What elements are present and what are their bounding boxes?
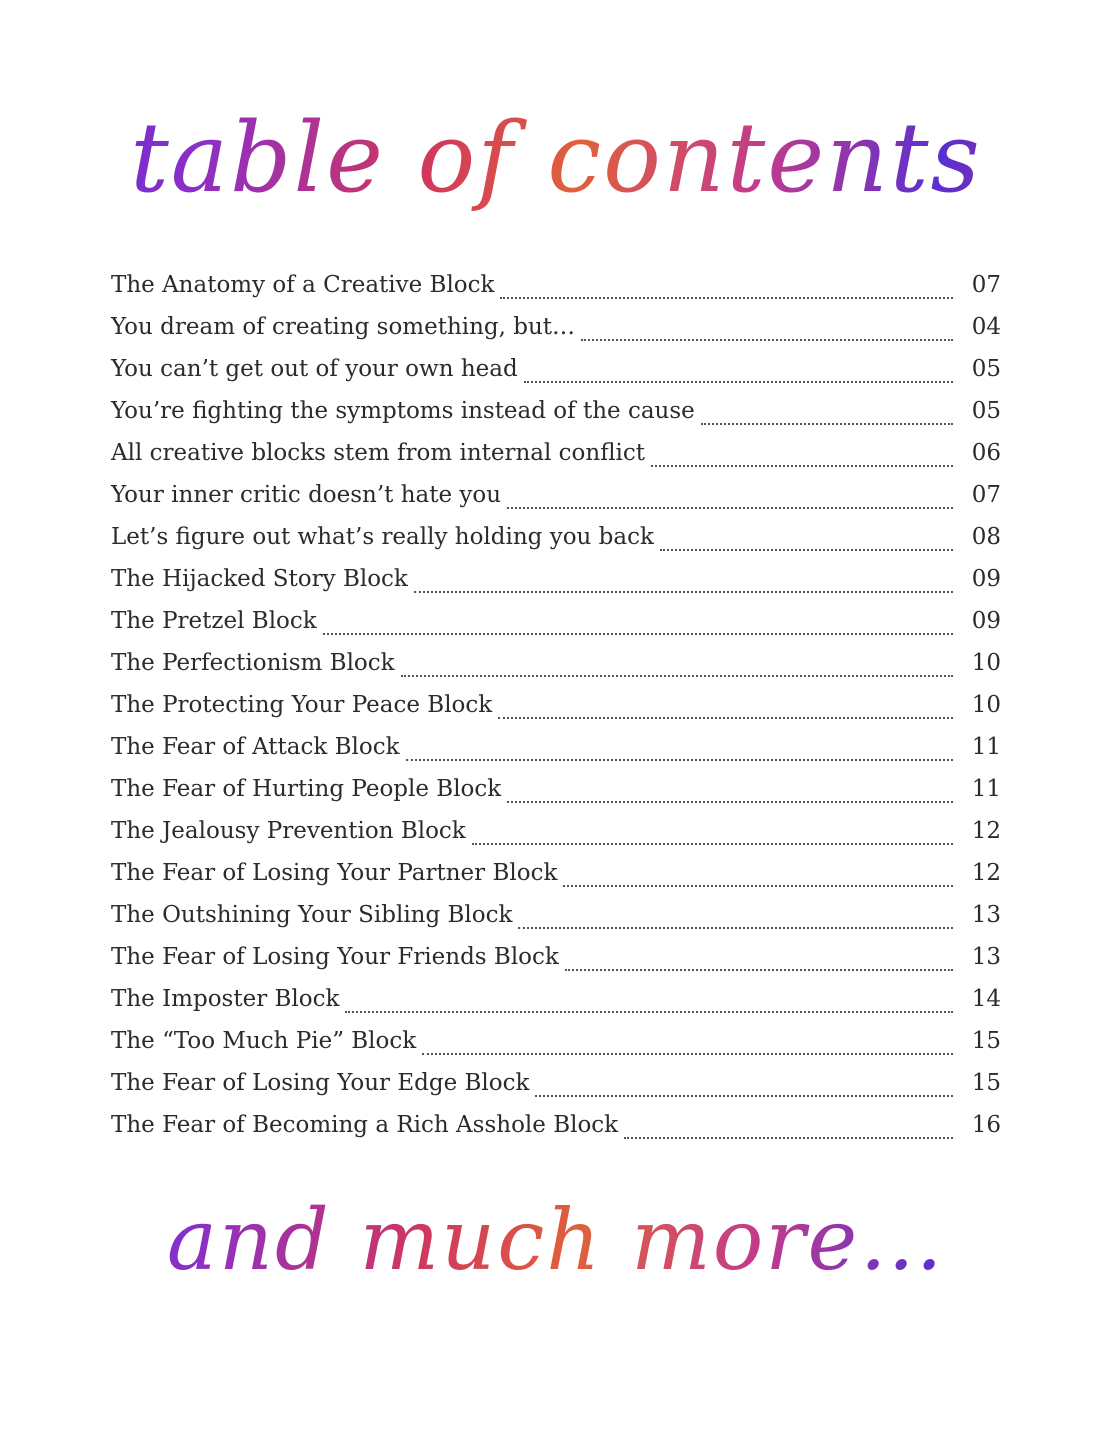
toc-entry-label: All creative blocks stem from internal conflict (111, 440, 646, 466)
toc-entry-label: The “Too Much Pie” Block (111, 1028, 417, 1054)
toc-entry[interactable] (111, 852, 1001, 894)
toc-entry-page: 07 (971, 482, 1001, 508)
toc-entry-label: The Fear of Hurting People Block (111, 776, 502, 802)
toc-entry[interactable] (111, 390, 1001, 432)
toc-entry[interactable] (111, 516, 1001, 558)
toc-entry[interactable] (111, 810, 1001, 852)
toc-entry[interactable] (111, 642, 1001, 684)
dot-leader (323, 633, 953, 635)
toc-entry-label: The Pretzel Block (111, 608, 317, 634)
toc-entry-page: 12 (971, 818, 1001, 844)
toc-entry-label: You dream of creating something, but… (111, 314, 576, 340)
dot-leader (565, 969, 953, 971)
dot-leader (524, 381, 953, 383)
toc-entry-page: 05 (971, 356, 1001, 382)
dot-leader (535, 1095, 953, 1097)
toc-entry-page: 10 (971, 692, 1001, 718)
page-title: table of contents (0, 88, 1112, 228)
toc-entry[interactable] (111, 1020, 1001, 1062)
toc-entry[interactable] (111, 600, 1001, 642)
closing-note: and much more… (0, 1180, 1112, 1300)
toc-entry[interactable] (111, 348, 1001, 390)
toc-entry[interactable] (111, 474, 1001, 516)
toc-entry-label: The Hijacked Story Block (111, 566, 408, 592)
toc-entry-page: 07 (971, 272, 1001, 298)
toc-entry-page: 13 (971, 944, 1001, 970)
toc-entry-page: 05 (971, 398, 1001, 424)
toc-entry[interactable] (111, 264, 1001, 306)
toc-entry[interactable] (111, 684, 1001, 726)
toc-entry-label: The Fear of Losing Your Friends Block (111, 944, 559, 970)
toc-entry-label: The Protecting Your Peace Block (111, 692, 493, 718)
toc-entry[interactable] (111, 432, 1001, 474)
toc-entry-page: 08 (971, 524, 1001, 550)
toc-list (111, 264, 1001, 1146)
dot-leader (422, 1053, 953, 1055)
dot-leader (472, 843, 953, 845)
dot-leader (507, 801, 953, 803)
toc-entry-label: The Fear of Losing Your Partner Block (111, 860, 558, 886)
toc-entry-page: 15 (971, 1070, 1001, 1096)
toc-entry[interactable] (111, 936, 1001, 978)
dot-leader (563, 885, 953, 887)
toc-entry[interactable] (111, 726, 1001, 768)
toc-entry-label: The Anatomy of a Creative Block (111, 272, 495, 298)
toc-entry-label: Let’s figure out what’s really holding you back (111, 524, 654, 550)
toc-entry-label: The Fear of Attack Block (111, 734, 400, 760)
toc-entry-label: The Fear of Losing Your Edge Block (111, 1070, 530, 1096)
toc-entry-label: Your inner critic doesn’t hate you (111, 482, 502, 508)
toc-entry-page: 06 (971, 440, 1001, 466)
toc-entry-label: You can’t get out of your own head (111, 356, 518, 382)
dot-leader (345, 1011, 953, 1013)
dot-leader (406, 759, 953, 761)
toc-entry-label: The Outshining Your Sibling Block (111, 902, 513, 928)
dot-leader (507, 507, 953, 509)
toc-entry-page: 09 (971, 608, 1001, 634)
toc-entry[interactable] (111, 768, 1001, 810)
toc-entry-page: 11 (971, 776, 1001, 802)
dot-leader (701, 423, 953, 425)
toc-entry-page: 12 (971, 860, 1001, 886)
dot-leader (498, 717, 953, 719)
toc-entry-page: 10 (971, 650, 1001, 676)
toc-entry[interactable] (111, 558, 1001, 600)
dot-leader (581, 339, 953, 341)
toc-entry-label: The Jealousy Prevention Block (111, 818, 466, 844)
dot-leader (414, 591, 953, 593)
toc-entry[interactable] (111, 306, 1001, 348)
toc-entry[interactable] (111, 1062, 1001, 1104)
toc-entry-page: 11 (971, 734, 1001, 760)
toc-entry-page: 16 (971, 1112, 1001, 1138)
toc-entry[interactable] (111, 894, 1001, 936)
toc-entry[interactable] (111, 1104, 1001, 1146)
toc-entry-page: 13 (971, 902, 1001, 928)
toc-entry-label: The Perfectionism Block (111, 650, 395, 676)
toc-entry-label: You’re fighting the symptoms instead of the cause (111, 398, 695, 424)
dot-leader (401, 675, 953, 677)
dot-leader (660, 549, 953, 551)
toc-entry-page: 14 (971, 986, 1001, 1012)
dot-leader (624, 1137, 953, 1139)
toc-entry-label: The Imposter Block (111, 986, 340, 1012)
dot-leader (651, 465, 953, 467)
toc-entry-page: 09 (971, 566, 1001, 592)
toc-entry[interactable] (111, 978, 1001, 1020)
toc-entry-page: 15 (971, 1028, 1001, 1054)
toc-entry-page: 04 (971, 314, 1001, 340)
toc-entry-label: The Fear of Becoming a Rich Asshole Block (111, 1112, 619, 1138)
dot-leader (518, 927, 953, 929)
dot-leader (500, 297, 953, 299)
